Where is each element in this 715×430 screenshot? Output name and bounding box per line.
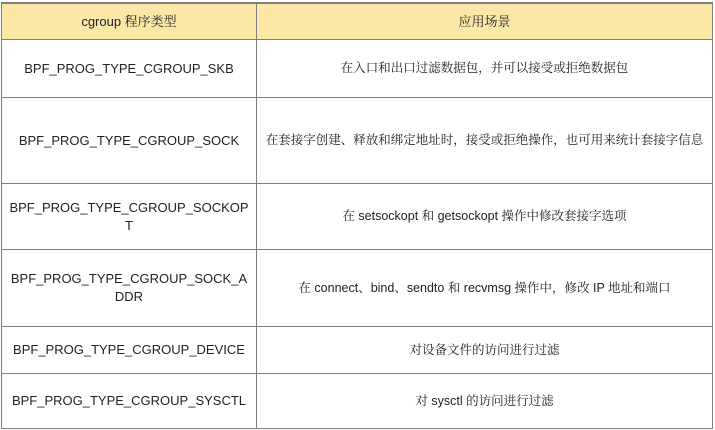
table-body	[2, 40, 713, 429]
table-row	[2, 374, 713, 429]
scenario-cell: 在 connect、bind、sendto 和 recvmsg 操作中，修改 IP 地址和端口	[257, 250, 713, 327]
program-type-cell: BPF_PROG_TYPE_CGROUP_SOCK	[2, 98, 257, 184]
column-header-program-type: cgroup 程序类型	[2, 3, 257, 40]
program-type-cell: BPF_PROG_TYPE_CGROUP_SOCK_ADDR	[2, 250, 257, 327]
table-row	[2, 40, 713, 98]
program-type-cell: BPF_PROG_TYPE_CGROUP_SYSCTL	[2, 374, 257, 429]
scenario-cell: 对设备文件的访问进行过滤	[257, 327, 713, 374]
column-header-scenario: 应用场景	[257, 3, 713, 40]
table-row	[2, 98, 713, 184]
program-type-cell: BPF_PROG_TYPE_CGROUP_DEVICE	[2, 327, 257, 374]
table-row	[2, 250, 713, 327]
scenario-cell: 在 setsockopt 和 getsockopt 操作中修改套接字选项	[257, 184, 713, 250]
table-row	[2, 184, 713, 250]
scenario-cell: 对 sysctl 的访问进行过滤	[257, 374, 713, 429]
table-row	[2, 327, 713, 374]
cgroup-program-table	[1, 2, 713, 429]
table-header	[2, 3, 713, 40]
scenario-cell: 在入口和出口过滤数据包，并可以接受或拒绝数据包	[257, 40, 713, 98]
program-type-cell: BPF_PROG_TYPE_CGROUP_SKB	[2, 40, 257, 98]
scenario-cell: 在套接字创建、释放和绑定地址时，接受或拒绝操作，也可用来统计套接字信息	[257, 98, 713, 184]
program-type-cell: BPF_PROG_TYPE_CGROUP_SOCKOPT	[2, 184, 257, 250]
header-row	[2, 3, 713, 40]
